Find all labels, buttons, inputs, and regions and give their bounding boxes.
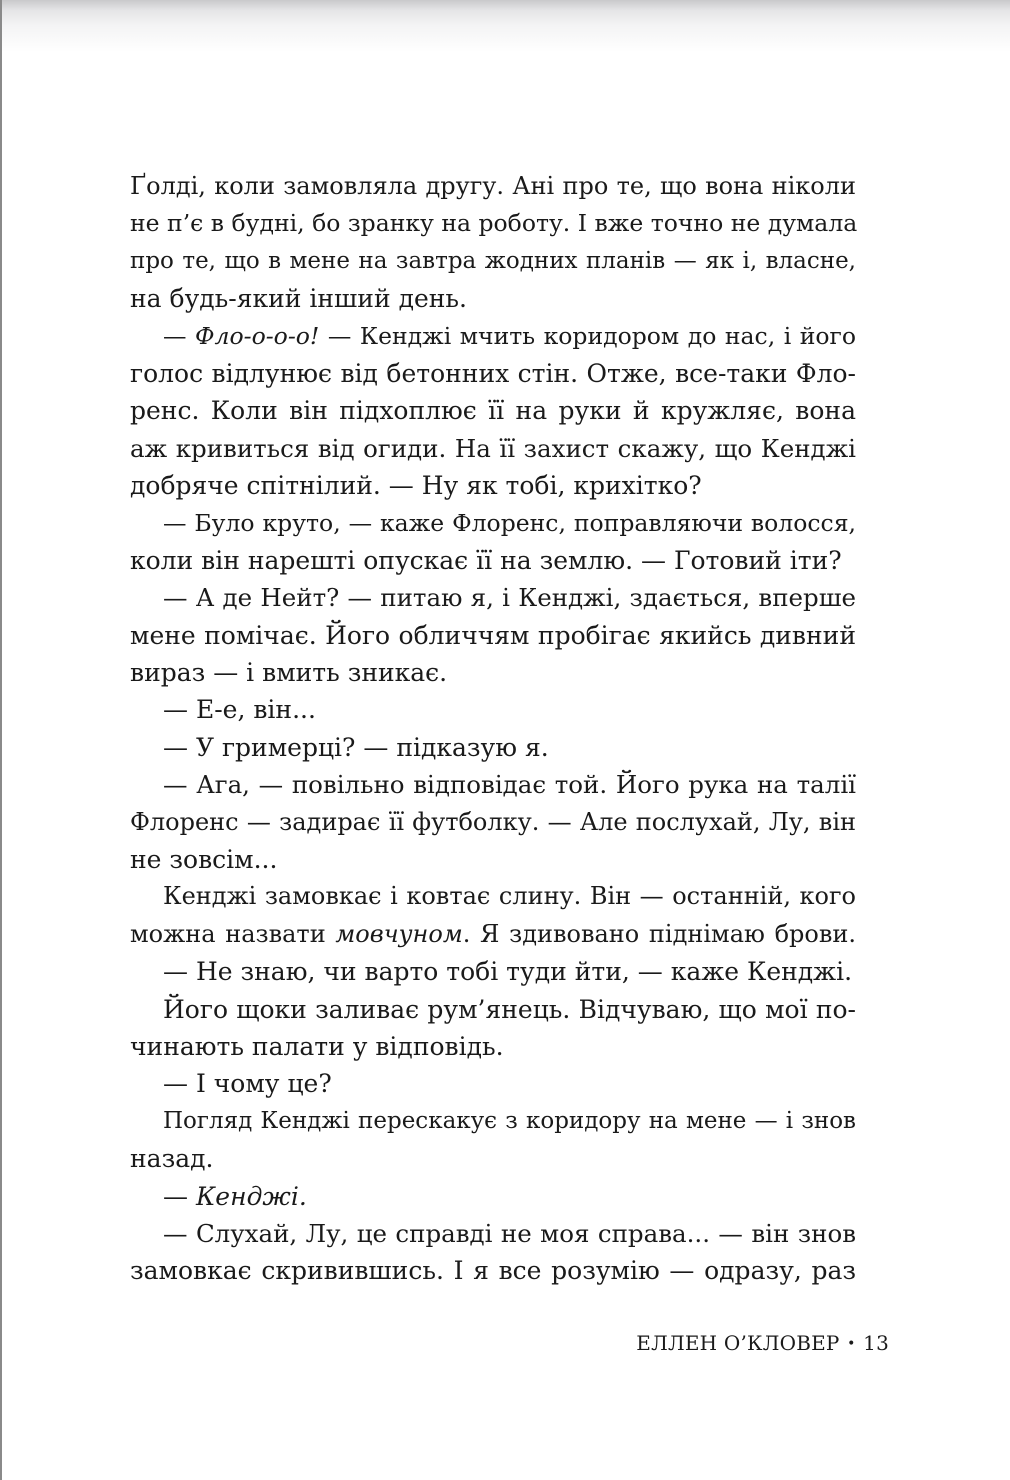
text-run: про те, що в мене на завтра жодних планів — як і, власне, [130, 247, 856, 274]
text-line [130, 168, 856, 205]
text-run: Ґолді, коли замовляла другу. Ані про те, що вона ніколи [130, 172, 856, 200]
text-line [130, 804, 856, 841]
text-line [130, 1103, 856, 1140]
footer-separator: • [847, 1336, 856, 1352]
text-run: — І чому це? [163, 1069, 332, 1099]
text-run: назад. [130, 1144, 214, 1174]
text-run: не зовсім... [130, 845, 278, 875]
text-line [130, 729, 856, 766]
text-line [130, 878, 856, 915]
text-run: Його щоки заливає рум’янець. Відчуваю, що мої по- [163, 994, 856, 1024]
italic-text-run: Кенджі. [195, 1181, 307, 1211]
book-page-body [130, 168, 856, 1290]
running-footer [636, 1331, 889, 1355]
italic-text-run: Фло-о-о-о! [195, 321, 320, 350]
text-line [130, 542, 856, 579]
text-run: чинають палати у відповідь. [130, 1031, 504, 1061]
text-run: Кенджі замовкає і ковтає слину. Він — останній, кого [163, 882, 856, 911]
text-run: вираз — і вмить зникає. [130, 658, 448, 688]
text-line [130, 1140, 856, 1177]
text-line [130, 1215, 856, 1252]
text-line [130, 1028, 856, 1065]
text-run: — Кенджі мчить коридором до нас, і його [319, 321, 856, 350]
text-run: . Я здивовано піднімаю брови. [462, 919, 856, 948]
text-line [130, 916, 856, 953]
text-run: можна назвати [130, 919, 336, 948]
scan-top-shadow [0, 0, 1010, 52]
text-line [130, 1065, 856, 1102]
text-run: — Слухай, Лу, це справді не моя справа... — він знов [163, 1218, 856, 1248]
text-line [130, 205, 856, 242]
text-line [130, 505, 856, 542]
text-line [130, 654, 856, 691]
text-run: не п’є в будні, бо зранку на роботу. І вже точно не думала [130, 209, 858, 238]
text-run: коли він нарешті опускає її на землю. — Готовий іти? [130, 545, 842, 575]
text-run: мене помічає. Його обличчям пробігає якийсь дивний [130, 620, 856, 650]
text-run: — [163, 1181, 196, 1211]
footer-author: ЕЛЛЕН О’КЛОВЕР [636, 1331, 840, 1355]
text-run: Флоренс — задирає її футболку. — Але послухай, Лу, він [130, 807, 856, 836]
text-line [130, 1178, 856, 1215]
text-line [130, 243, 856, 280]
text-line [130, 430, 856, 467]
text-line [130, 953, 856, 990]
text-line [130, 579, 856, 616]
text-line [130, 841, 856, 878]
text-run: голос відлунює від бетонних стін. Отже, все-таки Фло- [130, 358, 856, 388]
text-run: на будь-який інший день. [130, 284, 467, 314]
text-run: замовкає скривившись. І я все розумію — одразу, раз [130, 1256, 856, 1286]
text-run: — У гримерці? — підказую я. [163, 732, 549, 762]
text-line [130, 617, 856, 654]
page-number: 13 [863, 1331, 889, 1355]
text-run: аж кривиться від огиди. На її захист скажу, що Кенджі [130, 433, 856, 463]
text-run: — [163, 321, 196, 350]
text-run: — Ага, — повільно відповідає той. Його рука на талії [163, 770, 856, 800]
italic-text-run: мовчуном [335, 919, 463, 948]
text-line [130, 392, 856, 429]
text-line [130, 991, 856, 1028]
text-line [130, 691, 856, 728]
page-left-edge [0, 0, 2, 1480]
text-line [130, 318, 856, 355]
text-run: — А де Нейт? — питаю я, і Кенджі, здається, вперше [163, 583, 856, 613]
text-run: — Е-е, він... [163, 695, 316, 725]
text-line [130, 280, 856, 317]
text-run: — Не знаю, чи варто тобі туди йти, — каже Кенджі. [163, 957, 853, 987]
text-line [130, 355, 856, 392]
text-line [130, 766, 856, 803]
text-run: Погляд Кенджі перескакує з коридору на мене — і знов [163, 1107, 856, 1134]
text-run: — Було круто, — каже Флоренс, поправляючи волосся, [163, 508, 856, 537]
text-line [130, 467, 856, 504]
text-run: добряче спітнілий. — Ну як тобі, крихітко? [130, 471, 702, 501]
text-line [130, 1252, 856, 1289]
text-run: ренс. Коли він підхоплює її на руки й кружляє, вона [130, 396, 856, 426]
